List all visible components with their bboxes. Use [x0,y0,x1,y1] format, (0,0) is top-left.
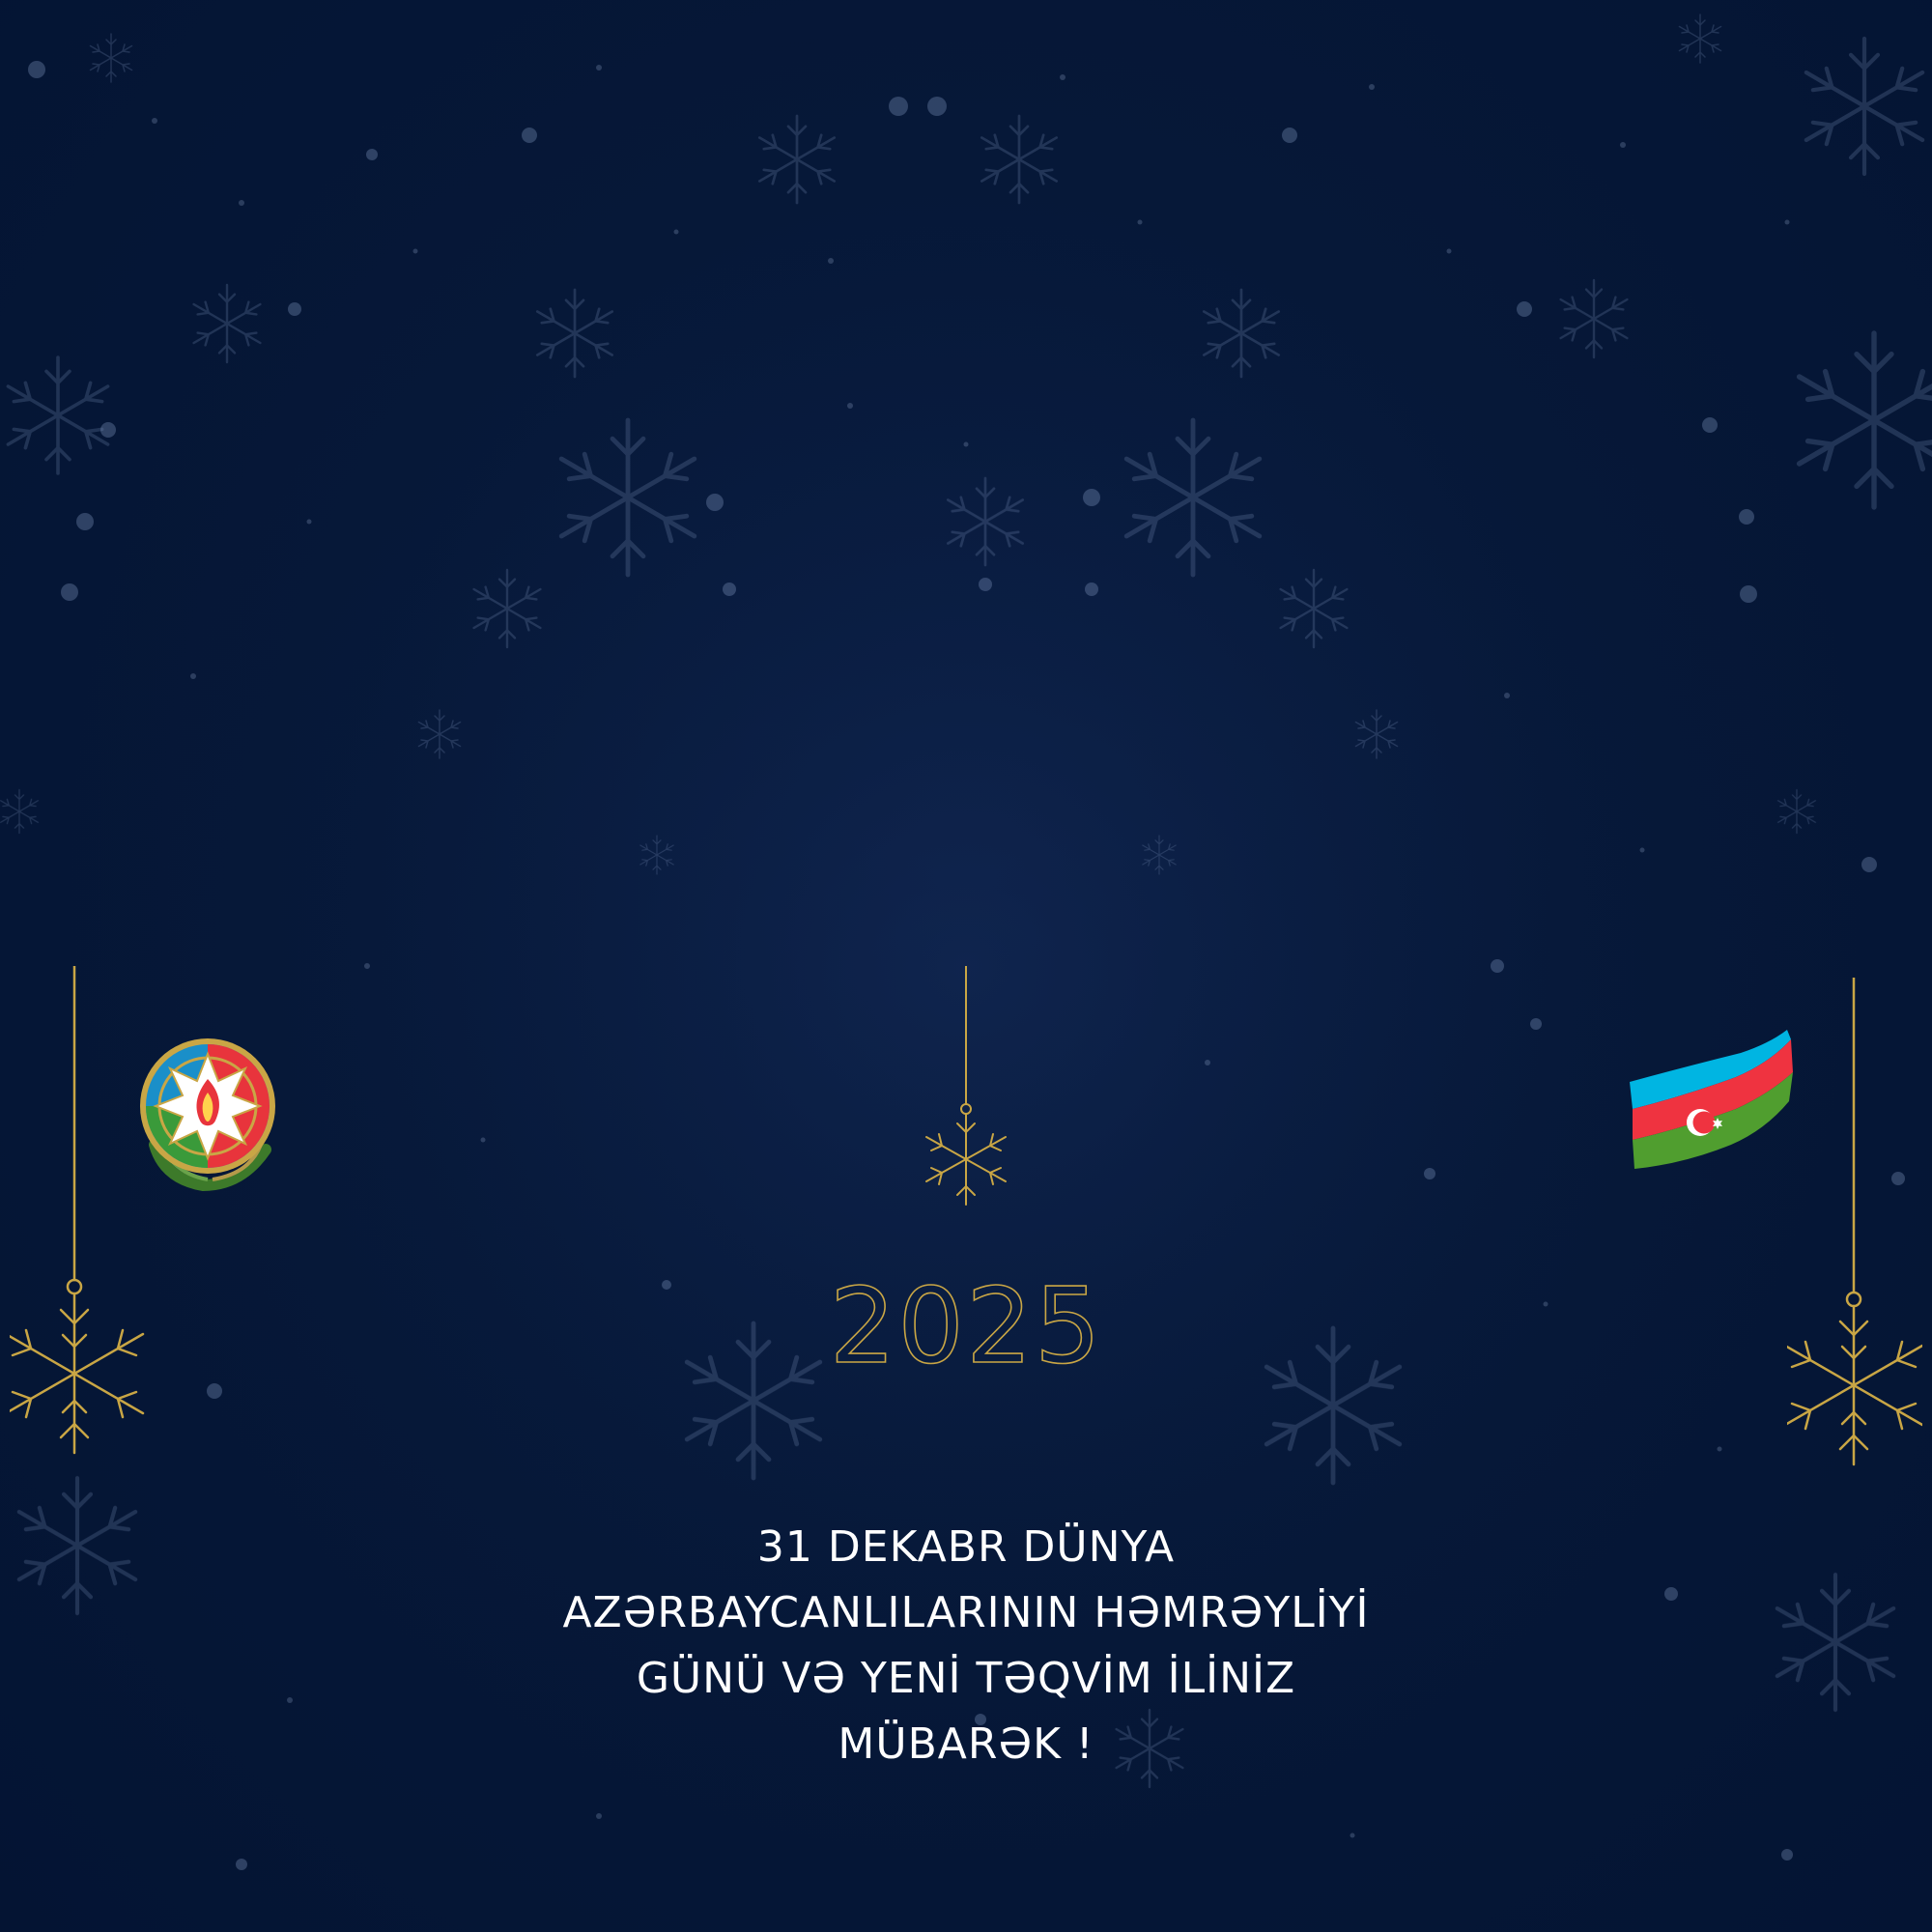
greeting-line-4: MÜBARƏK ! [838,1719,1094,1769]
azerbaijan-coat-of-arms-icon [135,1029,280,1193]
right-hanging-snowflake-ornament [1787,978,1922,1470]
year-label [0,1265,1932,1381]
left-hanging-snowflake-ornament [10,966,145,1459]
year-text: 2025 [829,1266,1103,1381]
greeting-line-3: GÜNÜ VƏ YENİ TƏQVİM İLİNİZ [636,1654,1296,1703]
center-hanging-snowflake-ornament [918,966,1014,1208]
greeting-message [386,1515,1546,1777]
azerbaijan-flag-icon [1625,1024,1799,1198]
greeting-line-1: 31 DEKABR DÜNYA [756,1522,1176,1572]
greeting-line-2: AZƏRBAYCANLILARININ HƏMRƏYLİYİ [562,1588,1370,1637]
